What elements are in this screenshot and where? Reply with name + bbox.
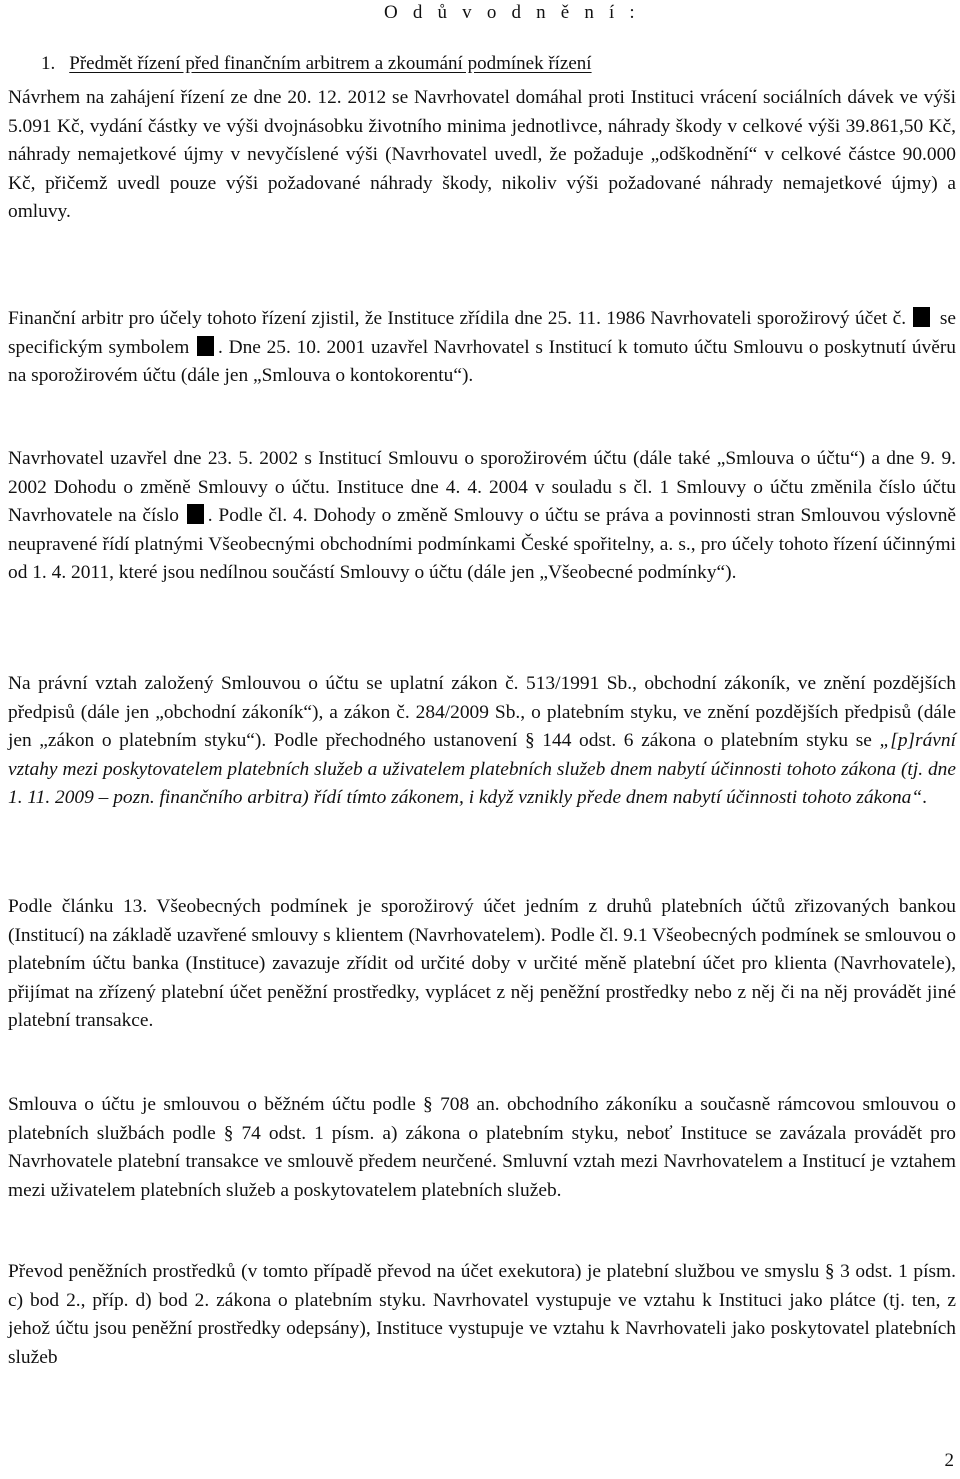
paragraph-claim: Návrhem na zahájení řízení ze dne 20. 12. 2012 se Navrhovatel domáhal proti Instituci vrácení sociálních dávek ve výši 5.091 Kč, vydání částky ve výši dvojnásobku životního minima jednotlivce, náhrady škody v celkové výši 39.861,50 Kč, náhrady nemajetkové újmy v nevyčíslené výši (Navrhovatel uvedl, že požaduje „odškodnění“ v celkové částce 90.000 Kč, přičemž uvedl pouze výši požadované náhrady škody, nikoliv výši požadované náhrady nemajetkové újmy) a omluvy. — [8, 87, 956, 222]
account-text-3: . Dne 25. 10. 2001 uzavřel Navrhovatel s Institucí k tomuto účtu Smlouvu o poskytnutí úvěru na sporožirovém účtu (dále jen „Smlouva o kontokorentu“). — [8, 336, 956, 386]
contract-text-1: Navrhovatel uzavřel dne 23. 5. 2002 s Institucí Smlouvu o sporožirovém účtu (dále také „Smlouva o účtu“) a dne 9. 9. 2002 Dohodu o změně Smlouvy o účtu. Instituce dne 4. 4. 2004 v souladu s čl. 1 Smlouvy o účtu změnila číslo účtu Navrhovatele na číslo — [8, 448, 956, 526]
redacted-account-number — [913, 307, 930, 327]
paragraph-current-account: Smlouva o účtu je smlouvou o běžném účtu podle § 708 an. obchodního zákoníku a současně rámcovou smlouvou o platebních službách podle § 74 odst. 1 písm. a) zákona o platebním styku, neboť Instituce se zavázala provádět pro Navrhovatele platební transakce ve smlouvě předem neurčené. Smluvní vztah mezi Navrhovatelem a Institucí je vztahem mezi uživatelem platebních služeb a poskytovatelem platebních služeb. — [8, 1094, 956, 1201]
section-title — [41, 53, 592, 75]
redacted-specific-symbol — [197, 336, 214, 356]
page-number: 2 — [944, 1450, 954, 1471]
law-end: . — [922, 787, 928, 808]
law-text: Na právní vztah založený Smlouvou o účtu se uplatní zákon č. 513/1991 Sb., obchodní zákoník, ve znění pozdějších předpisů (dále jen „obchodní zákoník“), a zákon č. 284/2009 Sb., o platebním styku, ve znění pozdějších předpisů (dále jen „zákon o platebním styku“). Podle přechodného ustanovení § 144 odst. 6 zákona o platebním styku se — [8, 673, 956, 751]
paragraph-transfer: Převod peněžních prostředků (v tomto případě převod na účet exekutora) je platební službou ve smyslu § 3 odst. 1 písm. c) bod 2., příp. d) bod 2. zákona o platebním styku. Navrhovatel vystupuje ve vztahu k Instituci jako plátce (tj. ten, z jehož účtu jsou peněžní prostředky odepsány), Instituce vystupuje ve vztahu k Navrhovateli jako poskytovatel platebních služeb — [8, 1261, 956, 1368]
section-title-text: Předmět řízení před finančním arbitrem a zkoumání podmínek řízení — [69, 53, 592, 74]
account-text-1: Finanční arbitr pro účely tohoto řízení zjistil, že Instituce zřídila dne 25. 11. 1986 Navrhovateli sporožirový účet č. — [8, 308, 907, 329]
account-text-2: se specifickým symbolem — [8, 308, 957, 358]
law-quote: „[p]rávní vztahy mezi poskytovatelem platebních služeb a uživatelem platebních služeb dnem nabytí účinnosti tohoto zákona (tj. dne 1. 11. 2009 – pozn. finančního arbitra) řídí tímto zákonem, i když vznikly přede dnem nabytí účinnosti tohoto zákona“ — [8, 730, 956, 808]
document-heading: O d ů v o d n ě n í : — [384, 2, 640, 23]
paragraph-account-opening — [8, 305, 956, 391]
paragraph-account-contract — [8, 445, 956, 588]
contract-text-2: . Podle čl. 4. Dohody o změně Smlouvy o účtu se práva a povinnosti stran Smlouvou výslovně neupravené řídí platnými Všeobecnými obchodními podmínkami České spořitelny, a. s., pro účely tohoto řízení účinnými od 1. 4. 2011, které jsou nedílnou součástí Smlouvy o účtu (dále jen „Všeobecné podmínky“). — [8, 505, 956, 583]
paragraph-article-13: Podle článku 13. Všeobecných podmínek je sporožirový účet jedním z druhů platebních účtů zřizovaných bankou (Institucí) na základě uzavřené smlouvy s klientem (Navrhovatelem). Podle čl. 9.1 Všeobecných podmínek se smlouvou o platebním účtu banka (Instituce) zavazuje zřídit od určité doby v určité měně platební účet pro klienta (Navrhovatele), přijímat na zřízený platební účet peněžní prostředky, vyplácet z něj peněžní prostředky nebo z něj či na něj provádět jiné platební transakce. — [8, 896, 956, 1031]
paragraph-applicable-law — [8, 670, 956, 813]
section-number: 1. — [41, 53, 56, 74]
redacted-new-account-number — [187, 504, 204, 524]
